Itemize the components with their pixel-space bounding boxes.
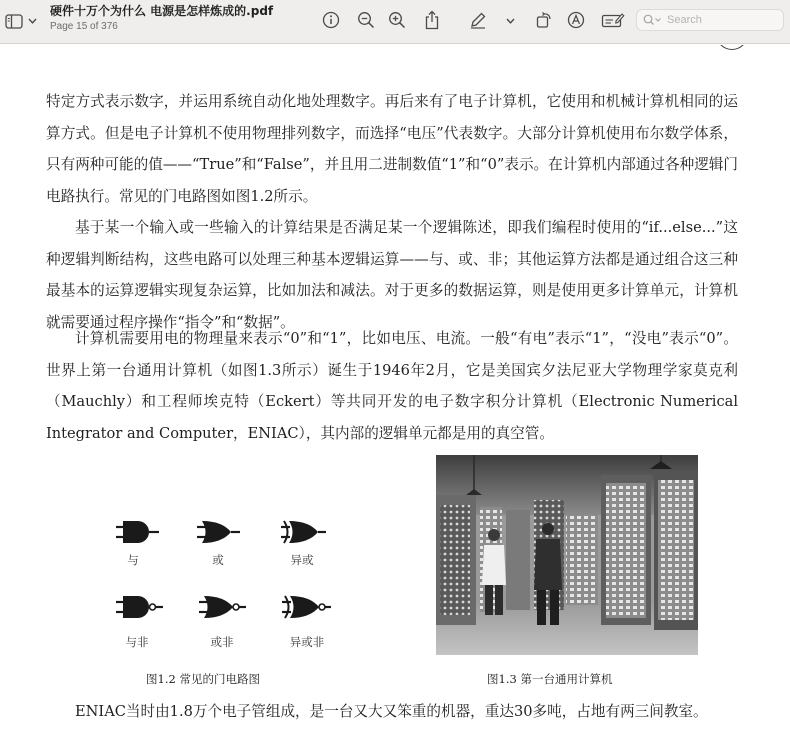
eniac-photo: [436, 455, 698, 655]
xnor-gate-icon: [282, 594, 332, 620]
zoom-in-button[interactable]: [386, 9, 408, 31]
info-icon: [322, 11, 340, 29]
nor-gate-icon: [199, 594, 247, 620]
gate-label-or: 或: [212, 553, 224, 567]
markup-button[interactable]: [467, 9, 489, 31]
gate-label-and: 与: [127, 553, 139, 567]
search-icon: [643, 14, 663, 26]
share-icon: [424, 10, 440, 30]
rotate-button[interactable]: [533, 9, 555, 31]
sidebar-options-button[interactable]: [26, 13, 38, 29]
gate-label-nor: 或非: [210, 635, 234, 649]
eniac-photo-illustration: [436, 455, 698, 655]
paragraph-4: ENIAC当时由1.8万个电子管组成，是一台又大又笨重的机器，重达30多吨，占地有两三间教室。: [75, 703, 708, 720]
zoom-out-icon: [357, 11, 375, 29]
pen-icon: [469, 11, 487, 29]
page-corner-mark: [716, 45, 748, 50]
figure-1-3-caption: 图1.3 第一台通用计算机: [487, 672, 613, 686]
document-title: 硬件十万个为什么 电源是怎样炼成的.pdf: [50, 4, 274, 18]
document-title-area[interactable]: [50, 4, 273, 33]
search-field[interactable]: [636, 9, 784, 31]
figure-1-2-caption: 图1.2 常见的门电路图: [146, 672, 260, 686]
annotate-icon: [567, 11, 585, 29]
paragraph-1: 特定方式表示数字，并运用系统自动化地处理数字。再后来有了电子计算机，它使用和机械计算机相同的运算方式。但是电子计算机不使用物理排列数字，而选择“电压”代表数字。大部分计算机使用布尔数学体系，只有两种可能的值——“True”和“False”，并且用二进制数值“1”和“0”表示。在计算机内部通过各种逻辑门电路执行。常见的门电路图如图1.2所示。: [46, 93, 738, 205]
share-button[interactable]: [421, 8, 443, 32]
rotate-icon: [535, 11, 553, 29]
and-gate-icon: [116, 519, 160, 545]
or-gate-icon: [197, 519, 241, 545]
xor-gate-icon: [281, 519, 327, 545]
sidebar-icon: [5, 14, 23, 29]
search-input[interactable]: [667, 14, 777, 26]
gate-label-xor: 异或: [290, 553, 314, 567]
markup-options-button[interactable]: [504, 13, 516, 29]
zoom-out-button[interactable]: [355, 9, 377, 31]
nand-gate-icon: [116, 594, 164, 620]
pdf-page: [0, 45, 790, 730]
form-icon: [601, 11, 625, 29]
form-fill-button[interactable]: [600, 9, 626, 31]
gate-label-xnor: 异或非: [289, 635, 325, 649]
page-indicator: Page 15 of 376: [50, 21, 118, 32]
viewer-toolbar: [0, 0, 790, 44]
gate-label-nand: 与非: [125, 635, 149, 649]
paragraph-2: 基于某一个输入或一些输入的计算结果是否满足某一个逻辑陈述，即我们编程时使用的“if...else...”这种逻辑判断结构，这些电路可以处理三种基本逻辑运算——与、或、非；其他运算方法都是通过组合这三种最基本的运算逻辑实现复杂运算，比如加法和减法。对于更多的数据运算，则是使用更多计算单元，计算机就需要通过程序操作“指令”和“数据”。: [46, 219, 738, 331]
annotate-button[interactable]: [565, 9, 587, 31]
info-button[interactable]: [320, 9, 342, 31]
paragraph-3: 计算机需要用电的物理量来表示“0”和“1”，比如电压、电流。一般“有电”表示“1”，“没电”表示“0”。世界上第一台通用计算机（如图1.3所示）诞生于1946年2月，它是美国宾夕法尼亚大学物理学家莫克利（Mauchly）和工程师埃克特（Eckert）等共同开发的电子数字积分计算机（Electronic Numerical Integrator and Computer，ENIAC），其内部的逻辑单元都是用的真空管。: [46, 330, 738, 442]
sidebar-toggle-button[interactable]: [4, 11, 24, 31]
chevron-down-icon: [28, 18, 37, 24]
zoom-in-icon: [388, 11, 406, 29]
chevron-down-icon: [506, 18, 515, 24]
